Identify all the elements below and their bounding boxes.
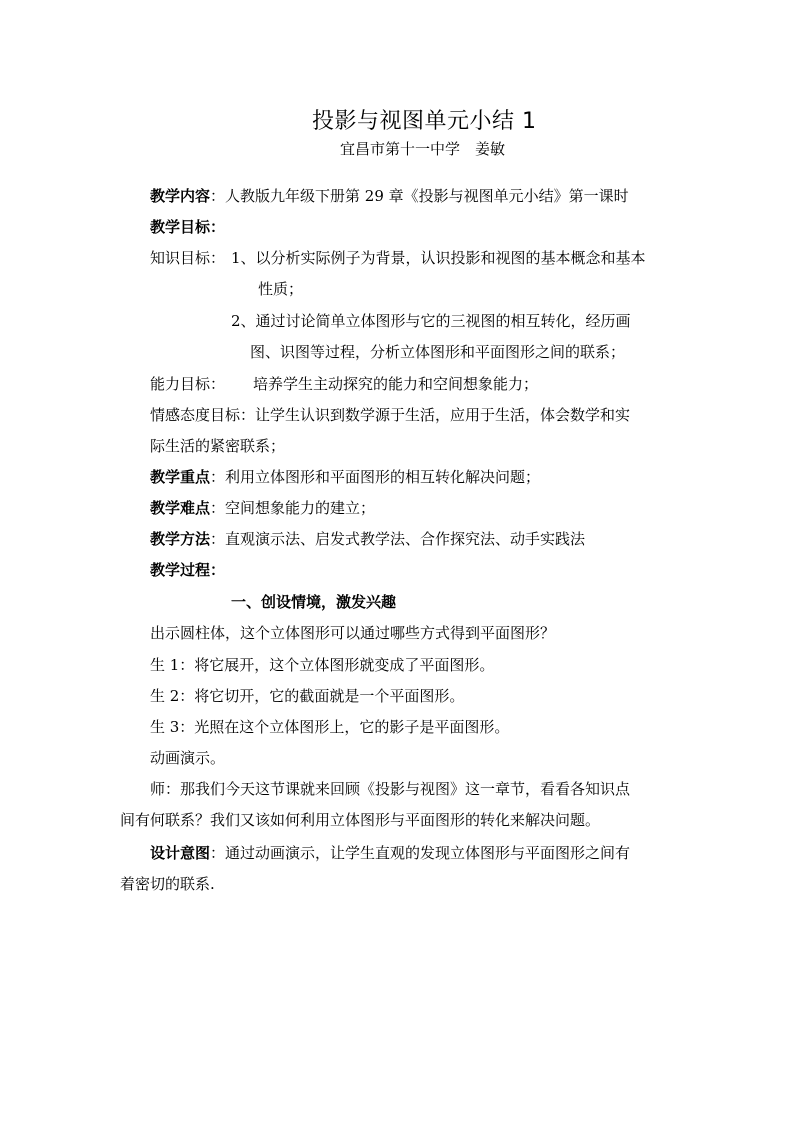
process-label: 教学过程： xyxy=(150,561,226,579)
emotion-goal-line-2: 际生活的紧密联系； xyxy=(150,437,286,455)
ability-goal-line xyxy=(150,374,538,394)
ability-goal-text: 培养学生主动探究的能力和空间想象能力； xyxy=(253,375,539,393)
method-text: ：直观演示法、启发式教学法、合作探究法、动手实践法 xyxy=(210,530,586,548)
knowledge-goal-2b: 图、识图等过程，分析立体图形和平面图形之间的联系； xyxy=(250,343,626,361)
key-point-text: ：利用立体图形和平面图形的相互转化解决问题； xyxy=(210,468,541,486)
section-heading-1: 一、创设情境，激发兴趣 xyxy=(231,593,397,611)
paragraph-6-line-1: 师：那我们今天这节课就来回顾《投影与视图》这一章节，看看各知识点 xyxy=(150,780,631,798)
design-intent-text: ：通过动画演示，让学生直观的发现立体图形与平面图形之间有 xyxy=(210,844,631,862)
design-intent-label: 设计意图 xyxy=(150,844,211,862)
knowledge-goal-1b: 性质； xyxy=(258,280,304,298)
knowledge-goal-line xyxy=(150,248,646,268)
knowledge-goal-label: 知识目标： xyxy=(150,249,226,267)
difficult-point-label: 教学难点 xyxy=(150,499,211,517)
paragraph-3: 生 2：将它切开，它的截面就是一个平面图形。 xyxy=(150,687,465,705)
document-subtitle: 宜昌市第十一中学 姜敏 xyxy=(340,140,506,158)
paragraph-4: 生 3：光照在这个立体图形上，它的影子是平面图形。 xyxy=(150,718,510,736)
method-line xyxy=(150,529,585,549)
knowledge-goal-1a: 1、以分析实际例子为背景，认识投影和视图的基本概念和基本 xyxy=(231,249,646,267)
design-intent-line-2: 着密切的联系. xyxy=(120,875,215,893)
paragraph-1: 出示圆柱体，这个立体图形可以通过哪些方式得到平面图形？ xyxy=(150,624,556,642)
method-label: 教学方法 xyxy=(150,530,211,548)
teaching-goals-label: 教学目标： xyxy=(150,218,226,236)
difficult-point-text: ：空间想象能力的建立； xyxy=(210,499,376,517)
knowledge-goal-2a: 2、通过讨论简单立体图形与它的三视图的相互转化，经历画 xyxy=(231,312,631,330)
paragraph-2: 生 1：将它展开，这个立体图形就变成了平面图形。 xyxy=(150,656,495,674)
paragraph-5: 动画演示。 xyxy=(150,749,226,767)
difficult-point-line xyxy=(150,498,375,518)
teaching-content-label: 教学内容 xyxy=(150,187,211,205)
teaching-content-text: ：人教版九年级下册第 29 章《投影与视图单元小结》第一课时 xyxy=(210,187,629,205)
emotion-goal-line-1: 情感态度目标：让学生认识到数学源于生活，应用于生活，体会数学和实 xyxy=(150,406,631,424)
document-title: 投影与视图单元小结 1 xyxy=(312,109,537,134)
key-point-line xyxy=(150,467,540,487)
ability-goal-label: 能力目标： xyxy=(150,375,226,393)
paragraph-6-line-2: 间有何联系？我们又该如何利用立体图形与平面图形的转化来解决问题。 xyxy=(120,811,601,829)
design-intent-line xyxy=(150,843,630,863)
teaching-content-line xyxy=(150,186,629,206)
key-point-label: 教学重点 xyxy=(150,468,211,486)
